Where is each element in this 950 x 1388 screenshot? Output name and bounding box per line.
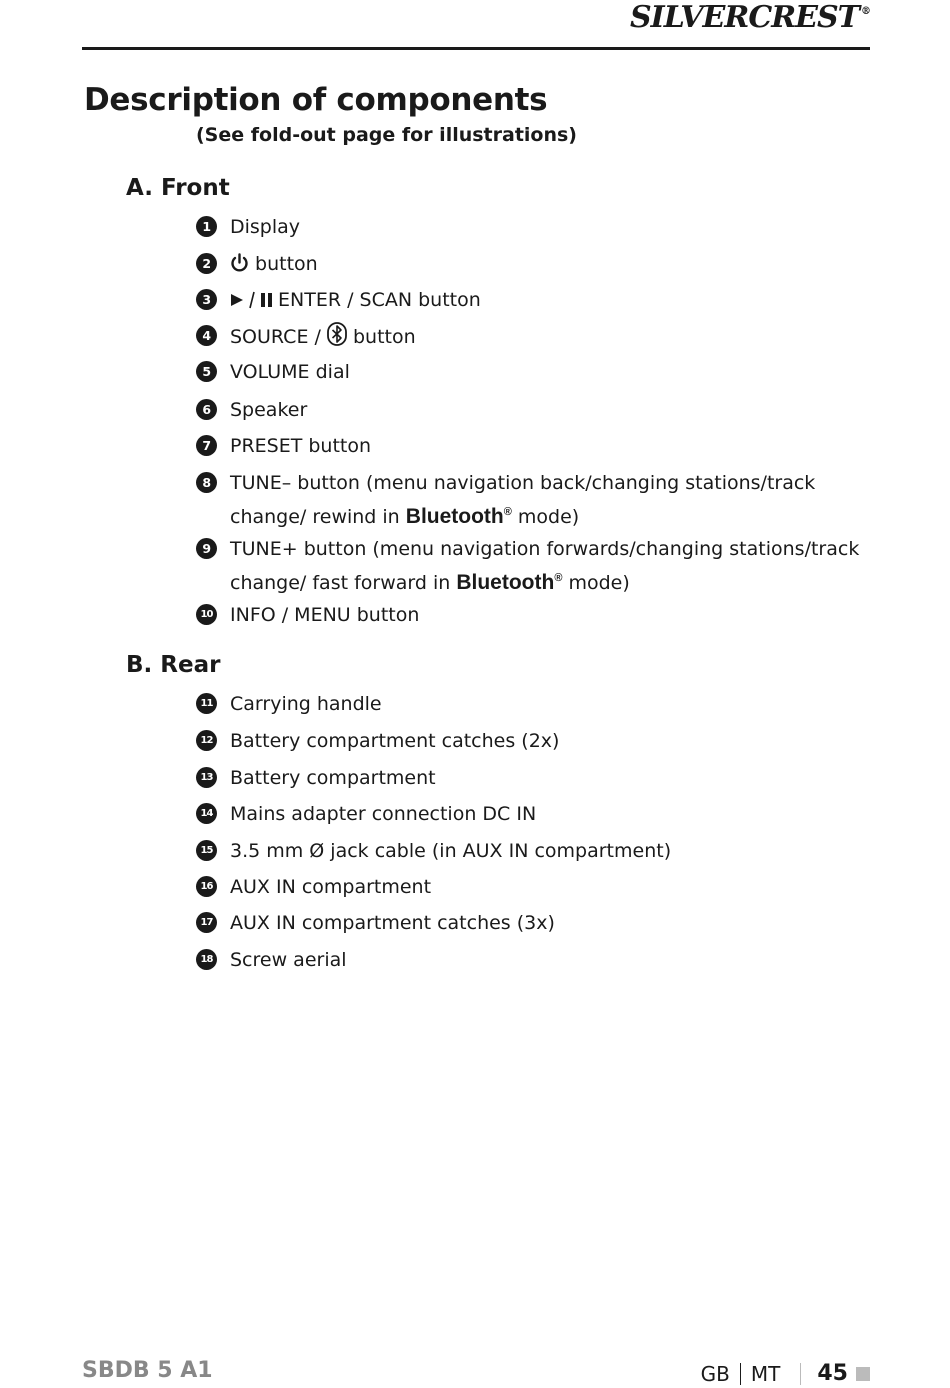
item-number: 8 bbox=[196, 472, 217, 493]
language-divider bbox=[740, 1363, 741, 1385]
item-text-suffix: mode) bbox=[517, 506, 580, 528]
list-item bbox=[196, 690, 886, 719]
list-item bbox=[196, 286, 886, 318]
list-item bbox=[196, 396, 886, 425]
item-number: 14 bbox=[196, 803, 217, 824]
list-item bbox=[196, 213, 886, 242]
item-number: 16 bbox=[196, 876, 217, 897]
item-number: 7 bbox=[196, 435, 217, 456]
item-number: 9 bbox=[196, 538, 217, 559]
brand-logo bbox=[630, 0, 870, 35]
list-item bbox=[196, 322, 886, 355]
list-item bbox=[196, 601, 886, 630]
item-number: 4 bbox=[196, 325, 217, 346]
page-marker-square bbox=[856, 1367, 870, 1381]
bluetooth-icon bbox=[327, 322, 347, 355]
item-text: Carrying handle bbox=[230, 693, 382, 715]
list-item bbox=[196, 764, 886, 793]
list-item bbox=[196, 837, 886, 866]
item-text: TUNE+ button (menu navigation forwards/changing stations/track change/ fast forward in bbox=[230, 538, 860, 594]
language-gb: GB bbox=[700, 1361, 730, 1386]
footer-divider bbox=[800, 1363, 801, 1385]
item-number: 6 bbox=[196, 399, 217, 420]
brand-registered-mark: ® bbox=[861, 6, 870, 17]
item-text: ENTER / SCAN button bbox=[278, 289, 481, 311]
brand-name: SILVERCREST bbox=[630, 0, 859, 35]
section-heading-front: A. Front bbox=[126, 175, 230, 201]
item-text: button bbox=[255, 253, 318, 275]
list-item bbox=[196, 909, 886, 938]
list-item bbox=[196, 800, 886, 829]
item-number: 3 bbox=[196, 289, 217, 310]
power-icon bbox=[230, 253, 249, 282]
list-item bbox=[196, 873, 886, 902]
item-number: 12 bbox=[196, 730, 217, 751]
list-item bbox=[196, 535, 886, 598]
item-text: Mains adapter connection DC IN bbox=[230, 803, 537, 825]
model-number: SBDB 5 A1 bbox=[82, 1358, 213, 1383]
item-text: TUNE– button (menu navigation back/changing stations/track change/ rewind in bbox=[230, 472, 816, 528]
page-subtitle: (See fold-out page for illustrations) bbox=[196, 124, 577, 146]
item-text: Battery compartment bbox=[230, 767, 436, 789]
item-text-suffix: mode) bbox=[568, 572, 630, 594]
bluetooth-wordmark: Bluetooth® bbox=[456, 571, 563, 594]
item-number: 18 bbox=[196, 949, 217, 970]
item-text: AUX IN compartment catches (3x) bbox=[230, 912, 555, 934]
item-text: Screw aerial bbox=[230, 949, 347, 971]
footer-page-info bbox=[701, 1360, 870, 1388]
item-text: Display bbox=[230, 216, 301, 238]
item-number: 15 bbox=[196, 840, 217, 861]
item-number: 11 bbox=[196, 693, 217, 714]
list-item bbox=[196, 469, 886, 532]
item-text: button bbox=[352, 326, 416, 348]
item-text: VOLUME dial bbox=[230, 361, 350, 383]
page-title: Description of components bbox=[84, 82, 548, 118]
item-number: 17 bbox=[196, 912, 217, 933]
item-number: 1 bbox=[196, 216, 217, 237]
item-text: AUX IN compartment bbox=[230, 876, 432, 898]
page-number: 45 bbox=[817, 1361, 848, 1386]
section-heading-rear: B. Rear bbox=[126, 652, 221, 678]
item-text: 3.5 mm Ø jack cable (in AUX IN compartment) bbox=[230, 840, 672, 862]
list-item bbox=[196, 727, 886, 756]
list-item bbox=[196, 358, 886, 387]
item-text: INFO / MENU button bbox=[230, 604, 420, 626]
list-item bbox=[196, 250, 886, 282]
item-number: 13 bbox=[196, 767, 217, 788]
header-rule bbox=[82, 47, 870, 50]
item-number: 2 bbox=[196, 253, 217, 274]
language-mt: MT bbox=[750, 1361, 781, 1386]
item-number: 10 bbox=[196, 604, 217, 625]
list-item bbox=[196, 432, 886, 461]
item-text: Speaker bbox=[230, 399, 308, 421]
item-text-prefix: SOURCE / bbox=[230, 326, 321, 348]
item-number: 5 bbox=[196, 361, 217, 382]
play-pause-icon bbox=[230, 289, 278, 318]
bluetooth-wordmark: Bluetooth® bbox=[405, 505, 512, 528]
item-text: Battery compartment catches (2x) bbox=[230, 730, 560, 752]
item-text: PRESET button bbox=[230, 435, 372, 457]
list-item bbox=[196, 946, 886, 975]
